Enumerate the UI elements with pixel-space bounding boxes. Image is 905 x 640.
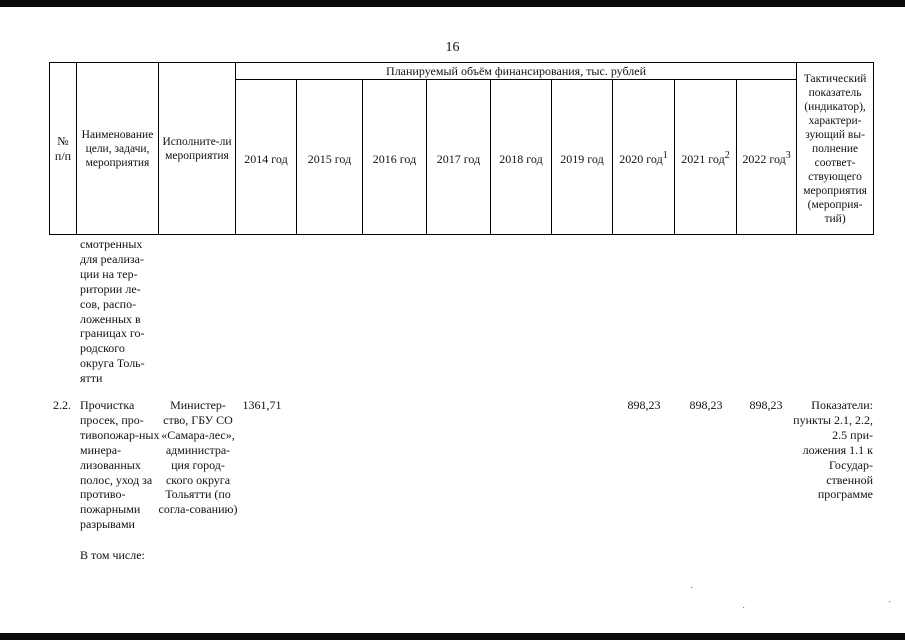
row-2-2-name: Прочистка просек, про-тивопожар-ных минера-лизованных полос, уход за противо-пожарными разрывами xyxy=(80,398,160,532)
header-year-2022: 2022 год$^3$ xyxy=(737,80,797,235)
scan-bottom-border xyxy=(0,633,905,640)
funding-table-header xyxy=(49,62,874,235)
header-year-2019: 2019 год xyxy=(552,80,613,235)
header-year-2018: 2018 год xyxy=(491,80,552,235)
scan-speck: ˙ xyxy=(690,586,694,597)
row-2-2-subtotal-label: В том числе: xyxy=(80,548,145,562)
row-2-2-value-2020: 898,23 xyxy=(627,398,661,412)
row-2-2-indicator: Показатели: пункты 2.1, 2.2, 2.5 при-ложения 1.1 к Государ-ственной программе xyxy=(793,398,873,502)
row-2-2-value-2021: 898,23 xyxy=(689,398,723,412)
row-2-2-number: 2.2. xyxy=(53,398,71,412)
row-2-2-value-2022: 898,23 xyxy=(749,398,783,412)
page-number: 16 xyxy=(445,40,460,55)
header-year-2015: 2015 год xyxy=(297,80,363,235)
row-2-2-executor: Министер-ство, ГБУ СО «Самара-лес», администра-ция город-ского округа Тольятти (по согла-сованию) xyxy=(158,398,238,517)
header-name: Наименование цели, задачи, мероприятия xyxy=(77,63,159,235)
scan-speck: ˙ xyxy=(742,606,746,617)
header-executor: Исполните-ли мероприятия xyxy=(159,63,236,235)
scan-top-border xyxy=(0,0,905,7)
scan-speck: ˏ xyxy=(888,592,892,603)
header-year-2020: 2020 год$^1$ xyxy=(613,80,675,235)
header-funding-title: Планируемый объём финансирования, тыс. рублей xyxy=(236,63,797,80)
continued-row-name: смотренных для реализа-ции на тер-ритории ле-сов, распо-ложенных в границах го-родского округа Толь-ятти xyxy=(80,237,145,386)
header-year-2021: 2021 год$^2$ xyxy=(675,80,737,235)
row-2-2-value-2014: 1361,71 xyxy=(242,398,282,412)
header-num: № п/п xyxy=(50,63,77,235)
header-year-2014: 2014 год xyxy=(236,80,297,235)
header-year-2016: 2016 год xyxy=(363,80,427,235)
header-year-2017: 2017 год xyxy=(427,80,491,235)
header-indicator: Тактический показатель (индикатор), характери-зующий вы-полнение соответ-ствующего мероприятия (мероприя-тий) xyxy=(797,63,874,235)
